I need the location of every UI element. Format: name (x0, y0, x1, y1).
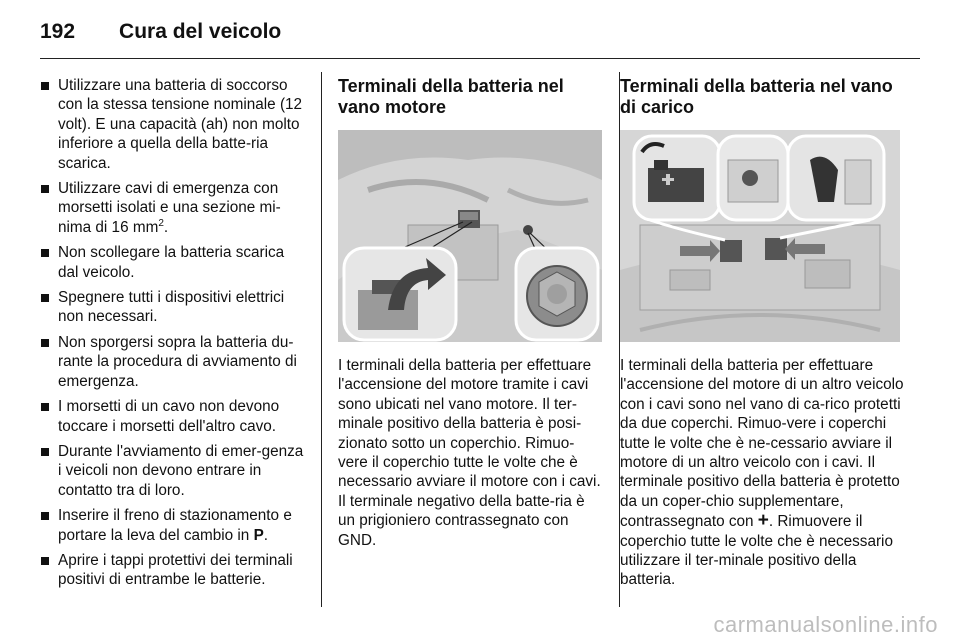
bullet-item: Inserire il freno di stazionamento e portare la leva del cambio in P. (40, 506, 305, 545)
engine-bay-illustration (338, 130, 602, 342)
bullet-item: Aprire i tappi protettivi dei terminali positivi di entrambe le batterie. (40, 551, 305, 590)
bullet-item: Non scollegare la batteria scarica dal veicolo. (40, 243, 305, 282)
engine-bay-heading: Terminali della batteria nel vano motore (338, 76, 564, 117)
superscript: 2 (158, 217, 164, 229)
middle-column (338, 76, 604, 550)
bullet-item: Utilizzare una batteria di soccorso con la stessa tensione nominale (12 volt). E una capacità (ah) non molto inferiore a quella della batte-ria scarica. (40, 76, 305, 173)
left-column (40, 76, 305, 596)
bullet-item: Durante l'avviamento di emer-genza i veicoli non devono entrare in contatto tra di loro. (40, 442, 305, 500)
cargo-area-heading: Terminali della batteria nel vano di carico (620, 76, 893, 117)
page-number: 192 (40, 20, 76, 43)
bullet-item: Utilizzare cavi di emergenza con morsetti isolati e una sezione mi-nima di 16 $mm^2$. (40, 179, 305, 237)
section-title: Cura del veicolo (119, 20, 282, 43)
gear-position-p: P (253, 526, 264, 544)
cargo-area-description: I terminali della batteria per effettuare l'accensione del motore di un altro veicolo con i cavi sono nel vano di ca-rico protetti da due coperchi. Rimuo-vere i coperchi tutte le volte che è ne-cessario avviare il motore di un altro veicolo con i cavi. Il terminale positivo della batteria è protetto da un coper-chio supplementare, contrassegnato con +. Rimuovere il coperchio tutte le volte che è necessario utilizzare il ter-minale positivo della batteria. (620, 357, 904, 589)
bullet-item: Spegnere tutti i dispositivi elettrici non necessari. (40, 288, 305, 327)
engine-bay-description: I terminali della batteria per effettuare l'accensione del motore tramite i cavi sono ubicati nel vano motore. Il ter-minale positivo della batteria è posi-zionato sotto un coperchio. Rimuo-vere il coperchio tutte le volte che è necessario avviare il motore con i cavi. Il terminale negativo della batte-ria è un prigioniero contrassegnato con GND. (338, 357, 601, 549)
header-divider (40, 58, 920, 59)
cargo-area-illustration (620, 130, 900, 342)
column-divider-1 (321, 72, 322, 607)
jump-start-bullet-list (40, 76, 305, 590)
plus-symbol: + (757, 510, 769, 532)
bullet-item: Non sporgersi sopra la batteria du-rante la procedura di avviamento di emergenza. (40, 333, 305, 391)
bullet-item: I morsetti di un cavo non devono toccare i morsetti dell'altro cavo. (40, 397, 305, 436)
page-header (40, 12, 281, 52)
right-column (620, 76, 904, 590)
watermark: carmanualsonline.info (713, 612, 938, 637)
